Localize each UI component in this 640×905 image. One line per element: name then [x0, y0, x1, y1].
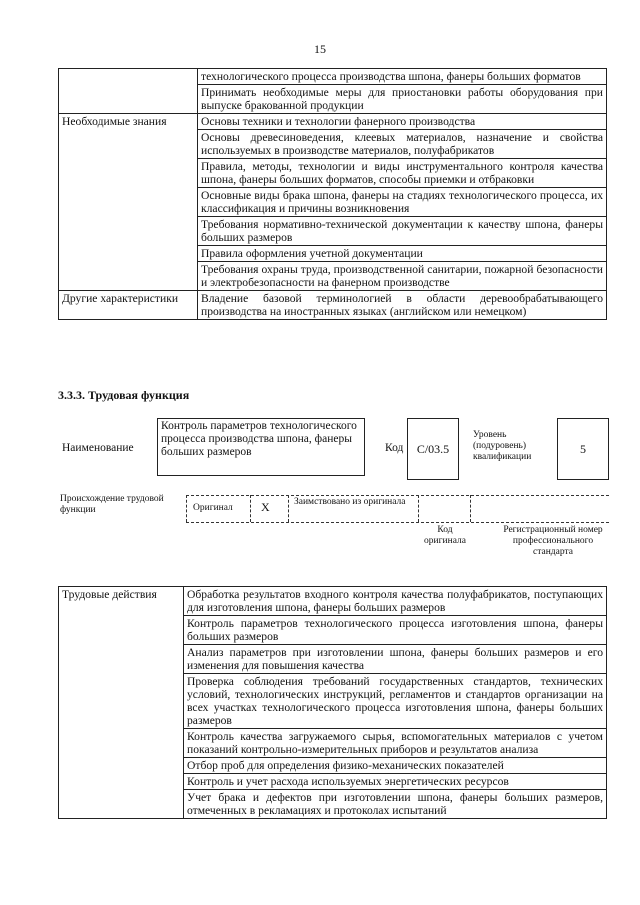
table-cell: Правила оформления учетной документации [198, 246, 607, 262]
table-cell: Анализ параметров при изготовлении шпона, фанеры больших размеров и его изменения для повышения качества [184, 645, 607, 674]
table-row [59, 291, 607, 320]
table-cell: Основы техники и технологии фанерного производства [198, 114, 607, 130]
table-cell: Отбор проб для определения физико-механических показателей [184, 758, 607, 774]
required-knowledge-label: Необходимые знания [59, 114, 198, 291]
table-cell: Основные виды брака шпона, фанеры на стадиях технологического процесса, их классификация и причины возникновения [198, 188, 607, 217]
original-label: Оригинал [193, 503, 233, 513]
original-code-label: Код оригинала [424, 525, 466, 546]
origin-row-bottom-border [186, 522, 609, 523]
borrowed-label: Заимствовано из оригинала [294, 497, 406, 507]
knowledge-table [58, 68, 607, 320]
table-cell: Правила, методы, технологии и виды инструментального контроля качества шпона, фанеры больших форматов, способы приемки и отбраковки [198, 159, 607, 188]
origin-cell-divider [470, 495, 471, 522]
table-cell: Принимать необходимые меры для приостановки работы оборудования при выпуске бракованной продукции [198, 85, 607, 114]
table-cell: Контроль параметров технологического процесса изготовления шпона, фанеры больших размеров [184, 616, 607, 645]
code-box: С/03.5 [407, 418, 459, 480]
table-row [59, 69, 607, 85]
name-label: Наименование [62, 442, 134, 454]
table-cell: Учет брака и дефектов при изготовлении шпона, фанеры больших размеров, отмеченных в рекламациях и протоколах испытаний [184, 790, 607, 819]
other-characteristics-label: Другие характеристики [59, 291, 198, 320]
table-cell: Требования охраны труда, производственной санитарии, пожарной безопасности и электробезопасности на фанерном производстве [198, 262, 607, 291]
table-cell: Требования нормативно-технической документации к качеству шпона, фанеры больших размеров [198, 217, 607, 246]
labor-actions-table [58, 586, 607, 819]
table-cell: Основы древесиноведения, клеевых материалов, назначение и свойства используемых в производстве материалов, полуфабрикатов [198, 130, 607, 159]
origin-cell-divider [186, 495, 187, 522]
table-cell: Контроль и учет расхода используемых энергетических ресурсов [184, 774, 607, 790]
level-box: 5 [557, 418, 609, 480]
registration-number-label: Регистрационный номер профессионального стандарта [503, 525, 603, 557]
qualification-level-label: Уровень (подуровень) квалификации [473, 430, 532, 462]
table-row [59, 587, 607, 616]
code-label: Код [385, 442, 404, 454]
table-cell: технологического процесса производства шпона, фанеры больших форматов [198, 69, 607, 85]
table-row [59, 114, 607, 130]
table-cell: Владение базовой терминологией в области деревообрабатывающего производства на иностранных языках (английском или немецком) [198, 291, 607, 320]
table-cell: Обработка результатов входного контроля качества полуфабрикатов, поступающих для изготовления шпона, фанеры больших размеров [184, 587, 607, 616]
origin-label: Происхождение трудовой функции [60, 494, 164, 515]
table-cell: Проверка соблюдения требований государственных стандартов, технических условий, технологических инструкций, регламентов и стандартов организации на всех участках технологического процесса изготовления шпона, фанеры больших размеров [184, 674, 607, 729]
origin-cell-divider [418, 495, 419, 522]
original-mark: X [261, 500, 270, 514]
origin-cell-divider [288, 495, 289, 522]
function-name-box: Контроль параметров технологического процесса производства шпона, фанеры больших размеров [157, 418, 365, 476]
page-number: 15 [314, 42, 326, 56]
table-cell: Контроль качества загружаемого сырья, вспомогательных материалов с учетом показаний контрольно-измерительных приборов и результатов анализа [184, 729, 607, 758]
section-title: 3.3.3. Трудовая функция [58, 388, 190, 402]
labor-actions-label: Трудовые действия [59, 587, 184, 819]
table-label-cell [59, 69, 198, 114]
origin-cell-divider [250, 495, 251, 522]
